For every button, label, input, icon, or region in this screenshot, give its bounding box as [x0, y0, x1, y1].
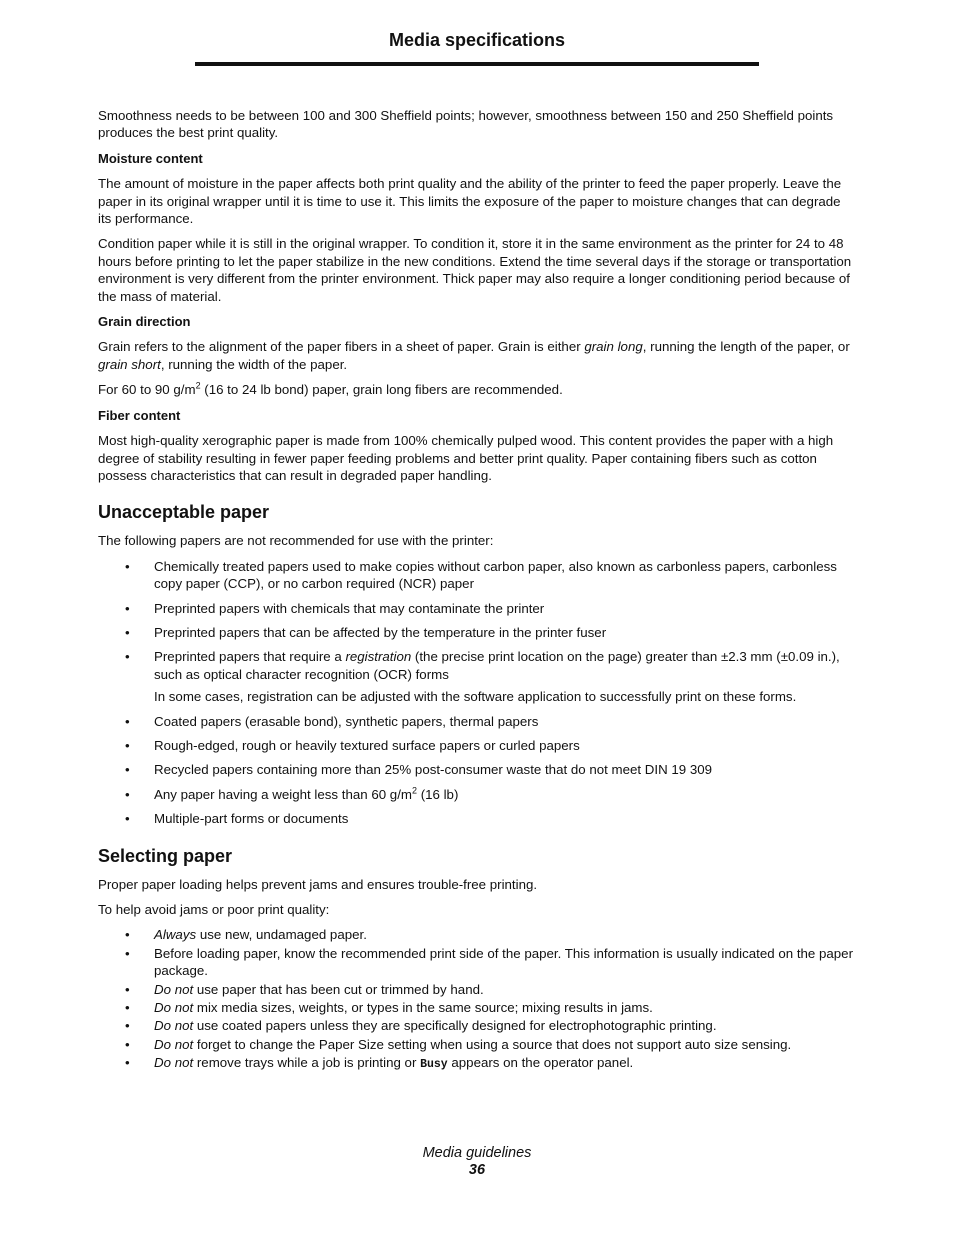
grain-text-b: , running the length of the paper, or — [642, 339, 850, 355]
list-item — [98, 1036, 856, 1053]
grain-p2-text-a: For 60 to 90 g/m — [98, 382, 196, 398]
item-text: mix media sizes, weights, or types in the same source; mixing results in jams. — [193, 1000, 653, 1016]
smoothness-paragraph: Smoothness needs to be between 100 and 300 Sheffield points; however, smoothness between 150 and 250 Sheffield points produces the best print quality. — [98, 108, 834, 141]
item-text: Preprinted papers that require a — [154, 649, 346, 665]
item-text-rest: (the precise print location on the page) greater than ±2.3 mm (±0.09 in.), such as optical character recognition (OCR) forms — [154, 649, 840, 682]
list-item — [98, 1054, 856, 1073]
item-emphasis: Do not — [154, 1055, 194, 1071]
page-footer — [0, 1145, 954, 1178]
unacceptable-heading: Unacceptable paper — [98, 502, 270, 523]
item-text: Any paper having a weight less than 60 g/m — [154, 786, 412, 802]
grain-text-c: , running the width of the paper. — [160, 356, 348, 372]
moisture-paragraph-1: The amount of moisture in the paper affects both print quality and the ability of the printer to feed the paper properly. Leave the paper in its original wrapper until it is time to use it. This limits the exposure of the paper to moisture changes that can degrade its performance. — [98, 176, 842, 227]
item-text-tail: appears on the operator panel. — [447, 1055, 634, 1071]
item-text: use paper that has been cut or trimmed by hand. — [193, 981, 484, 997]
item-text: use coated papers unless they are specifically designed for electrophotographic printing. — [193, 1018, 717, 1034]
registration-note: In some cases, registration can be adjusted with the software application to successfully print on these forms. — [154, 689, 797, 705]
item-emphasis: Do not — [154, 1018, 194, 1034]
fiber-heading: Fiber content — [98, 407, 181, 423]
page-content — [98, 107, 856, 1082]
unacceptable-list — [98, 558, 856, 828]
grain-p2-superscript: 2 — [195, 380, 201, 391]
selecting-paragraph-1: Proper paper loading helps prevent jams and ensures trouble-free printing. — [98, 876, 538, 892]
header-rule — [195, 62, 759, 66]
list-item — [98, 999, 856, 1016]
grain-paragraph-1 — [98, 338, 856, 373]
grain-text-a: Grain refers to the alignment of the paper fibers in a sheet of paper. Grain is either — [98, 339, 585, 355]
fiber-paragraph: Most high-quality xerographic paper is made from 100% chemically pulped wood. This content provides the paper with a high degree of stability resulting in fewer paper feeding problems and better print quality. Paper containing fibers such as cotton possess characteristics that can result in degraded paper handling. — [98, 433, 834, 483]
busy-status-code: Busy — [420, 1058, 448, 1072]
grain-paragraph-2 — [98, 381, 856, 398]
list-item — [98, 648, 856, 705]
item-text: remove trays while a job is printing or — [193, 1055, 421, 1071]
list-item: • Chemically treated papers used to make copies without carbon paper, also known as carbonless papers, carbonless copy paper (CCP), or no carbon required (NCR) paper — [98, 558, 856, 593]
footer-section-name: Media guidelines — [422, 1145, 532, 1161]
list-item: • Preprinted papers that can be affected by the temperature in the printer fuser — [98, 624, 856, 641]
list-item — [98, 981, 856, 998]
grain-short-term: grain short — [98, 356, 161, 372]
selecting-heading: Selecting paper — [98, 845, 233, 866]
unacceptable-intro: The following papers are not recommended for use with the printer: — [98, 533, 494, 549]
footer-page-number: 36 — [468, 1162, 486, 1178]
list-item: • Preprinted papers with chemicals that may contaminate the printer — [98, 600, 856, 617]
list-item: • Coated papers (erasable bond), synthetic papers, thermal papers — [98, 713, 856, 730]
list-item: • Rough-edged, rough or heavily textured surface papers or curled papers — [98, 737, 856, 754]
item-emphasis: Always — [154, 927, 197, 943]
item-text: use new, undamaged paper. — [196, 927, 367, 943]
page-header-title: Media specifications — [388, 30, 566, 50]
selecting-list — [98, 926, 856, 1073]
selecting-paragraph-2: To help avoid jams or poor print quality: — [98, 902, 330, 917]
registration-term: registration — [345, 649, 412, 665]
grain-p2-text-b: (16 to 24 lb bond) paper, grain long fibers are recommended. — [200, 382, 563, 398]
item-emphasis: Do not — [154, 981, 194, 997]
item-emphasis: Do not — [154, 1036, 194, 1052]
grain-long-term: grain long — [584, 339, 643, 355]
moisture-heading: Moisture content — [98, 150, 203, 166]
item-superscript: 2 — [411, 785, 417, 796]
list-item: • Recycled papers containing more than 25% post-consumer waste that do not meet DIN 19 309 — [98, 761, 856, 778]
item-text: Before loading paper, know the recommended print side of the paper. This information is usually indicated on the paper package. — [154, 945, 854, 979]
item-text: forget to change the Paper Size setting when using a source that does not support auto size sensing. — [193, 1036, 792, 1052]
list-item — [98, 1017, 856, 1034]
list-item — [98, 926, 856, 943]
list-item: • Multiple-part forms or documents — [98, 810, 856, 827]
item-emphasis: Do not — [154, 1000, 194, 1016]
grain-heading: Grain direction — [98, 314, 191, 330]
item-text-rest: (16 lb) — [417, 786, 459, 802]
list-item — [98, 786, 856, 803]
list-item — [98, 945, 856, 980]
moisture-paragraph-2: Condition paper while it is still in the original wrapper. To condition it, store it in the same environment as the printer for 24 to 48 hours before printing to let the paper stabilize in the new conditions. Extend the time several days if the storage or transportation environment is very different from the printer environment. Thick paper may also require a longer conditioning period because of the mass of material. — [98, 236, 852, 304]
